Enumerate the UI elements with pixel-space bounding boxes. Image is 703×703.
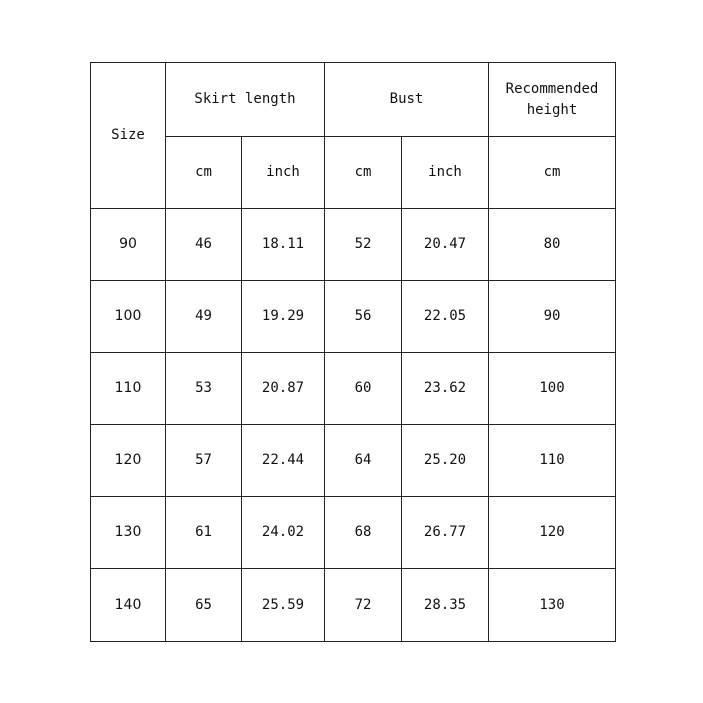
cell-height-cm: 120 [489,497,616,569]
unit-row [91,137,616,209]
cell-bust-inch: 23.62 [402,353,489,425]
header-bust: Bust [325,63,489,137]
table-row [91,425,616,497]
unit-skirt-inch: inch [242,137,325,209]
cell-size: 110 [91,353,166,425]
unit-bust-cm: cm [325,137,402,209]
unit-height-cm: cm [489,137,616,209]
table-row [91,569,616,642]
cell-height-cm: 90 [489,281,616,353]
unit-bust-inch: inch [402,137,489,209]
cell-bust-inch: 25.20 [402,425,489,497]
table-row [91,497,616,569]
cell-bust-inch: 22.05 [402,281,489,353]
cell-size: 90 [91,209,166,281]
header-recommended-height [489,63,616,137]
cell-skirt-inch: 25.59 [242,569,325,642]
table-row [91,281,616,353]
cell-height-cm: 110 [489,425,616,497]
unit-skirt-cm: cm [166,137,242,209]
cell-skirt-cm: 49 [166,281,242,353]
cell-skirt-inch: 18.11 [242,209,325,281]
cell-size: 130 [91,497,166,569]
cell-height-cm: 130 [489,569,616,642]
cell-height-cm: 80 [489,209,616,281]
cell-bust-inch: 28.35 [402,569,489,642]
header-size: Size [91,63,166,209]
cell-bust-cm: 64 [325,425,402,497]
cell-bust-inch: 20.47 [402,209,489,281]
cell-bust-cm: 72 [325,569,402,642]
size-chart-table [90,62,616,642]
header-recommended-height-label: Recommended height [505,80,599,118]
cell-skirt-inch: 19.29 [242,281,325,353]
cell-skirt-cm: 61 [166,497,242,569]
header-skirt-length: Skirt length [166,63,325,137]
cell-skirt-inch: 24.02 [242,497,325,569]
cell-height-cm: 100 [489,353,616,425]
cell-size: 140 [91,569,166,642]
cell-skirt-inch: 22.44 [242,425,325,497]
header-row [91,63,616,137]
cell-bust-cm: 68 [325,497,402,569]
table-row [91,209,616,281]
table-row [91,353,616,425]
cell-skirt-cm: 46 [166,209,242,281]
cell-skirt-cm: 53 [166,353,242,425]
cell-skirt-inch: 20.87 [242,353,325,425]
cell-bust-cm: 56 [325,281,402,353]
cell-size: 120 [91,425,166,497]
cell-bust-cm: 60 [325,353,402,425]
cell-bust-inch: 26.77 [402,497,489,569]
cell-skirt-cm: 65 [166,569,242,642]
cell-skirt-cm: 57 [166,425,242,497]
cell-size: 100 [91,281,166,353]
cell-bust-cm: 52 [325,209,402,281]
